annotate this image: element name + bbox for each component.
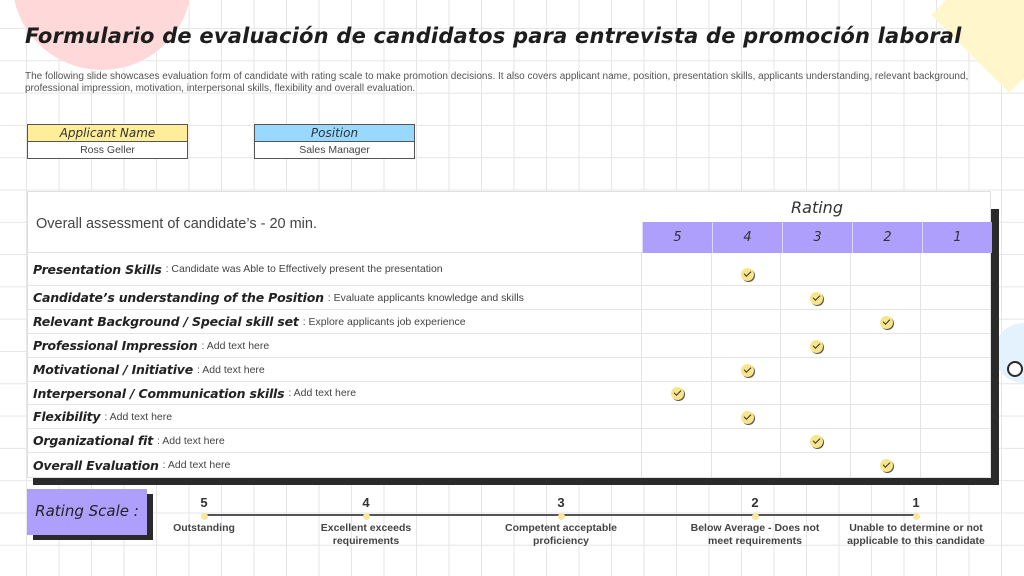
criterion-label: Flexibility xyxy=(33,409,101,424)
rating-cell-3[interactable] xyxy=(780,253,850,285)
scale-number: 1 xyxy=(912,495,920,510)
table-row xyxy=(28,453,990,477)
rating-cell-5[interactable] xyxy=(641,286,711,309)
rating-cell-5[interactable] xyxy=(641,253,711,285)
rating-col-5: 5 xyxy=(642,222,712,253)
decorative-ring-icon xyxy=(1007,361,1023,377)
applicant-name-field xyxy=(27,124,188,159)
rating-cell-4[interactable] xyxy=(711,429,781,452)
position-label: Position xyxy=(255,125,414,142)
rating-cell-2[interactable] xyxy=(850,286,920,309)
table-row xyxy=(28,334,990,358)
criterion-note[interactable]: : Add text here xyxy=(104,410,173,423)
criterion-note[interactable]: : Add text here xyxy=(162,459,231,471)
scale-number: 4 xyxy=(362,495,370,510)
rating-cell-5[interactable] xyxy=(641,453,711,477)
table-header-text: Overall assessment of candidate’s - 20 min. xyxy=(36,216,318,232)
scale-description: Outstanding xyxy=(173,522,235,534)
scale-dot-icon xyxy=(201,513,208,520)
rating-cell-2[interactable] xyxy=(850,253,920,285)
rating-columns xyxy=(642,222,992,253)
rating-cell-3[interactable] xyxy=(780,382,850,404)
criterion-cell xyxy=(28,429,641,452)
criterion-note[interactable]: : Explore applicants job experience xyxy=(302,315,466,328)
criterion-cell xyxy=(28,334,641,357)
rating-cell-5[interactable] xyxy=(641,382,711,404)
scale-number: 3 xyxy=(557,495,565,510)
rating-scale-point-2 xyxy=(680,495,830,548)
checkmark-icon xyxy=(880,316,893,329)
criterion-label: Presentation Skills xyxy=(33,261,162,277)
rating-scale-point-5 xyxy=(129,495,279,535)
table-header xyxy=(28,192,642,253)
checkmark-icon xyxy=(671,387,684,400)
rating-cell-1[interactable] xyxy=(920,358,990,381)
rating-cell-3[interactable] xyxy=(780,334,850,357)
checkmark-icon xyxy=(810,340,823,353)
rating-cell-2[interactable] xyxy=(850,334,920,357)
rating-col-4: 4 xyxy=(712,222,782,253)
rating-cell-2[interactable] xyxy=(850,405,920,428)
table-row xyxy=(28,310,990,334)
rating-cell-1[interactable] xyxy=(920,453,990,477)
criterion-note[interactable]: : Add text here xyxy=(197,363,265,376)
rating-scale-point-1 xyxy=(841,495,991,548)
rating-cell-2[interactable] xyxy=(850,358,920,381)
criterion-note[interactable]: : Evaluate applicants knowledge and skills xyxy=(327,291,524,304)
rating-cell-5[interactable] xyxy=(641,429,711,452)
rating-cell-2[interactable] xyxy=(850,310,920,333)
rating-cell-3[interactable] xyxy=(780,358,850,381)
rating-cell-2[interactable] xyxy=(850,382,920,404)
scale-description: Below Average - Does not meet requirements xyxy=(690,522,820,547)
criterion-label: Motivational / Initiative xyxy=(33,362,194,377)
rating-cell-5[interactable] xyxy=(641,405,711,428)
page-title: Formulario de evaluación de candidatos para entrevista de promoción laboral xyxy=(25,24,962,48)
table-row xyxy=(28,429,990,453)
scale-dot-icon xyxy=(752,513,759,520)
rating-cell-5[interactable] xyxy=(641,310,711,333)
criterion-note[interactable]: : Candidate was Able to Effectively present the presentation xyxy=(165,263,443,275)
rating-cell-4[interactable] xyxy=(711,405,781,428)
rating-cell-4[interactable] xyxy=(711,382,781,404)
criterion-label: Organizational fit xyxy=(33,433,153,448)
checkmark-icon xyxy=(810,292,823,305)
rating-cell-3[interactable] xyxy=(780,429,850,452)
scale-number: 5 xyxy=(200,495,208,510)
criterion-cell xyxy=(28,453,641,477)
rating-cell-3[interactable] xyxy=(780,453,850,477)
table-row xyxy=(28,382,990,405)
criterion-label: Relevant Background / Special skill set xyxy=(33,314,299,329)
rating-col-2: 2 xyxy=(852,222,922,253)
rating-cell-1[interactable] xyxy=(920,286,990,309)
rating-cell-3[interactable] xyxy=(780,286,850,309)
scale-dot-icon xyxy=(363,513,370,520)
criterion-note[interactable]: : Add text here xyxy=(201,339,270,352)
criterion-note[interactable]: : Add text here xyxy=(288,387,357,399)
rating-title: Rating xyxy=(791,198,843,217)
rating-cell-3[interactable] xyxy=(780,310,850,333)
table-row xyxy=(28,253,990,286)
scale-description: Unable to determine or not applicable to this candidate xyxy=(847,522,985,547)
rating-cell-1[interactable] xyxy=(920,334,990,357)
rating-cell-1[interactable] xyxy=(920,405,990,428)
applicant-name-value[interactable]: Ross Geller xyxy=(80,144,135,156)
position-field xyxy=(254,124,415,159)
criterion-label: Interpersonal / Communication skills xyxy=(33,385,285,401)
criterion-note[interactable]: : Add text here xyxy=(156,434,225,447)
rating-cell-4[interactable] xyxy=(711,453,781,477)
checkmark-icon xyxy=(741,411,754,424)
scale-number: 2 xyxy=(751,495,759,510)
rating-cell-4[interactable] xyxy=(711,286,781,309)
rating-cell-4[interactable] xyxy=(711,334,781,357)
evaluation-table xyxy=(27,191,991,478)
rating-cell-1[interactable] xyxy=(920,310,990,333)
rating-cell-1[interactable] xyxy=(920,382,990,404)
rating-cell-4[interactable] xyxy=(711,310,781,333)
criterion-cell xyxy=(28,310,641,333)
rating-cell-5[interactable] xyxy=(641,334,711,357)
rating-cell-2[interactable] xyxy=(850,453,920,477)
criterion-label: Professional Impression xyxy=(33,338,198,353)
checkmark-icon xyxy=(810,435,823,448)
rating-cell-5[interactable] xyxy=(641,358,711,381)
checkmark-icon xyxy=(741,268,754,281)
page-subtitle: The following slide showcases evaluation form of candidate with rating scale to make promotion decisions. It also covers applicant name, position, presentation skills, applicants understanding, relevant background, professional impression, motivation, interpersonal skills, flexibility and overall evaluation. xyxy=(25,71,969,94)
rating-cell-1[interactable] xyxy=(920,429,990,452)
scale-dot-icon xyxy=(913,513,920,520)
criterion-cell xyxy=(28,405,641,428)
checkmark-icon xyxy=(741,364,754,377)
criterion-cell xyxy=(28,358,641,381)
table-row xyxy=(28,405,990,429)
rating-cell-3[interactable] xyxy=(780,405,850,428)
criterion-label: Overall Evaluation xyxy=(33,457,159,473)
criterion-cell xyxy=(28,286,641,309)
checkmark-icon xyxy=(880,459,893,472)
rating-cell-1[interactable] xyxy=(920,253,990,285)
rating-scale-point-3 xyxy=(486,495,636,548)
scale-description: Competent acceptable proficiency xyxy=(504,522,618,547)
rating-scale-point-4 xyxy=(291,495,441,548)
table-row xyxy=(28,358,990,382)
criterion-cell xyxy=(28,253,641,285)
position-value[interactable]: Sales Manager xyxy=(299,144,370,156)
applicant-name-label: Applicant Name xyxy=(28,125,187,142)
scale-description: Excellent exceeds requirements xyxy=(320,522,412,547)
criterion-cell xyxy=(28,382,641,404)
rating-cell-2[interactable] xyxy=(850,429,920,452)
rating-col-3: 3 xyxy=(782,222,852,253)
rating-col-1: 1 xyxy=(922,222,992,253)
rating-scale-label: Rating Scale : xyxy=(27,489,147,535)
rating-cell-4[interactable] xyxy=(711,253,781,285)
table-row xyxy=(28,286,990,310)
scale-dot-icon xyxy=(558,513,565,520)
criterion-label: Candidate’s understanding of the Position xyxy=(33,290,324,305)
rating-cell-4[interactable] xyxy=(711,358,781,381)
